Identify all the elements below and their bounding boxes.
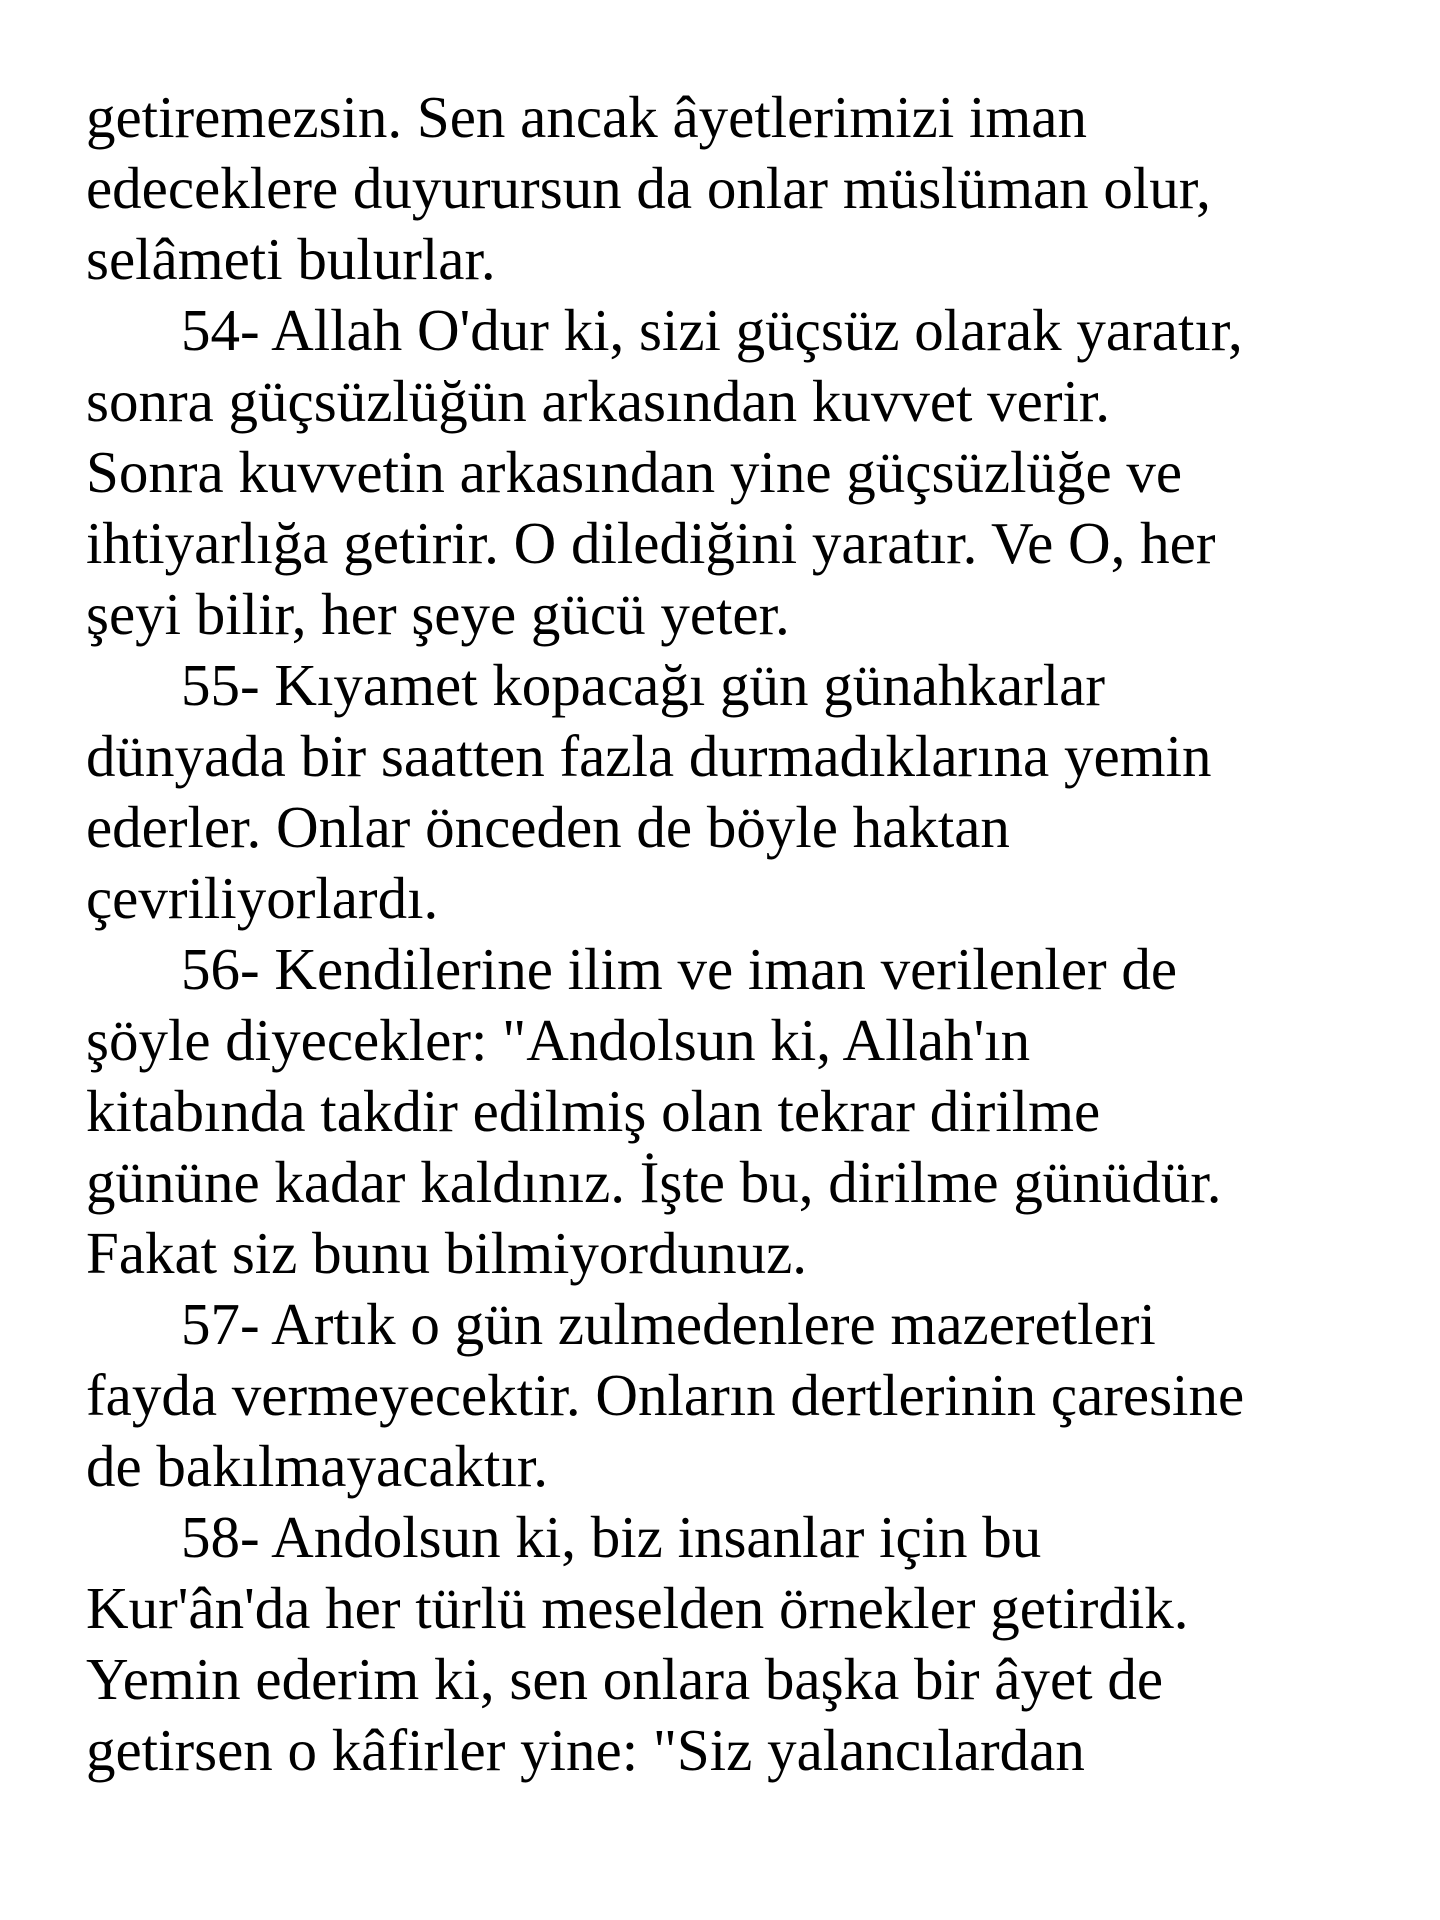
verse-58-start: 58- Andolsun ki, biz insanlar için bu <box>181 1504 1042 1570</box>
text-line: getiremezsin. Sen ancak âyetlerimizi iman <box>86 84 1087 150</box>
text-line: Kur'ân'da her türlü meselden örnekler getirdik. <box>86 1575 1189 1641</box>
text-line: edeceklere duyurursun da onlar müslüman olur, <box>86 155 1211 221</box>
text-line: Yemin ederim ki, sen onlara başka bir âyet de <box>86 1646 1164 1712</box>
text-line: çevriliyorlardı. <box>86 865 439 931</box>
text-line: Fakat siz bunu bilmiyordunuz. <box>86 1220 808 1286</box>
verse-56-start: 56- Kendilerine ilim ve iman verilenler de <box>181 936 1178 1002</box>
text-line: sonra güçsüzlüğün arkasından kuvvet verir. <box>86 368 1111 434</box>
text-line: gününe kadar kaldınız. İşte bu, dirilme günüdür. <box>86 1149 1222 1215</box>
text-line: selâmeti bulurlar. <box>86 226 496 292</box>
text-line: şöyle diyecekler: "Andolsun ki, Allah'ın <box>86 1007 1031 1073</box>
document-page <box>86 82 1426 1786</box>
text-line: de bakılmayacaktır. <box>86 1433 548 1499</box>
text-line: getirsen o kâfirler yine: "Siz yalancılardan <box>86 1717 1085 1783</box>
text-line: şeyi bilir, her şeye gücü yeter. <box>86 581 790 647</box>
text-line: Sonra kuvvetin arkasından yine güçsüzlüğe ve <box>86 439 1183 505</box>
verse-54-start: 54- Allah O'dur ki, sizi güçsüz olarak yaratır, <box>181 297 1243 363</box>
text-line: ihtiyarlığa getirir. O dilediğini yaratır. Ve O, her <box>86 510 1216 576</box>
text-line: dünyada bir saatten fazla durmadıklarına yemin <box>86 723 1212 789</box>
text-line: ederler. Onlar önceden de böyle haktan <box>86 794 1010 860</box>
text-line: kitabında takdir edilmiş olan tekrar dirilme <box>86 1078 1101 1144</box>
text-line: fayda vermeyecektir. Onların dertlerinin çaresine <box>86 1362 1245 1428</box>
verse-55-start: 55- Kıyamet kopacağı gün günahkarlar <box>181 652 1106 718</box>
verse-57-start: 57- Artık o gün zulmedenlere mazeretleri <box>181 1291 1156 1357</box>
